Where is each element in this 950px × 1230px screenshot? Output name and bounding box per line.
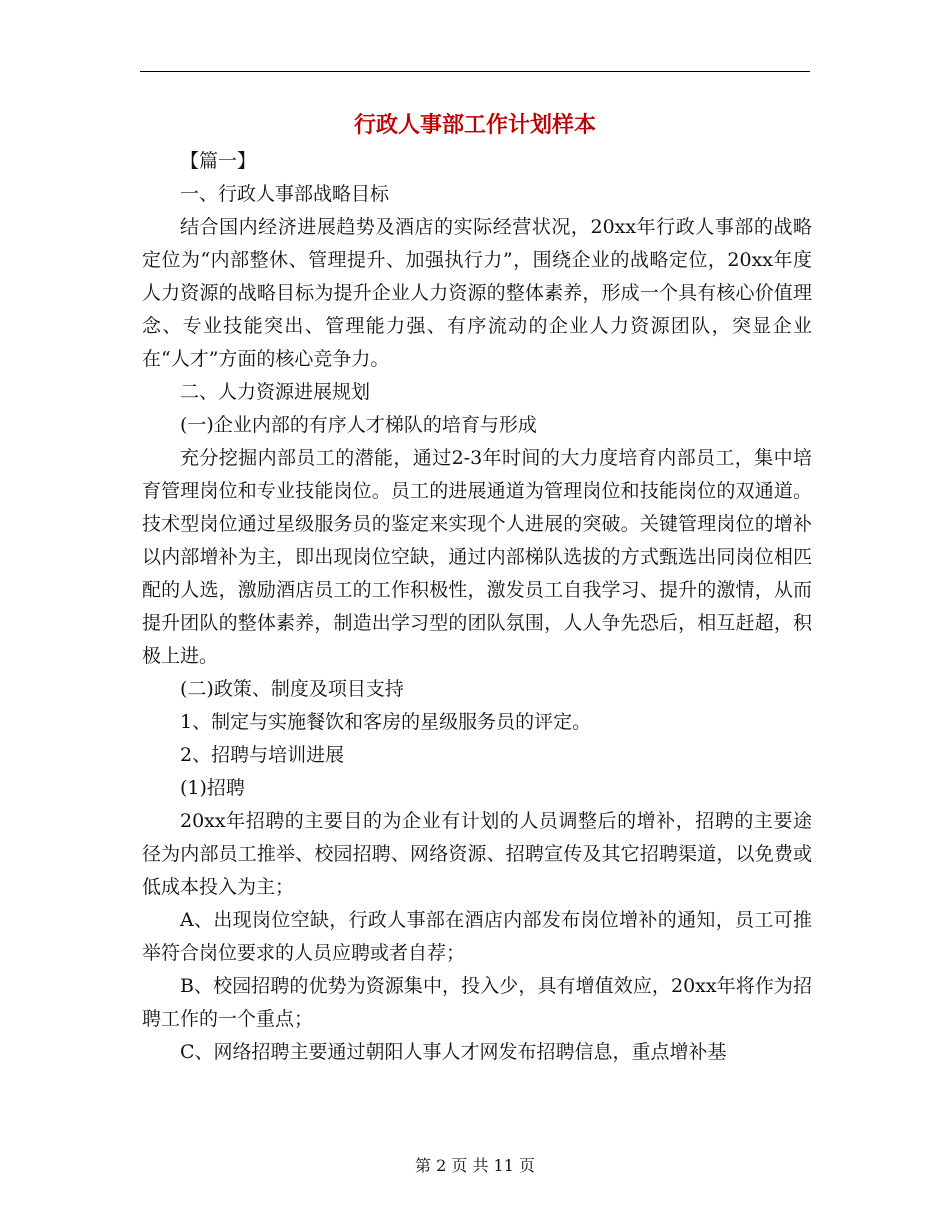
- subheading-policy: (二)政策、制度及项目支持: [180, 678, 404, 700]
- section-label: 【篇一】: [180, 150, 257, 172]
- list-item-2: 2、招聘与培训进展: [180, 744, 345, 766]
- header-rule: [140, 71, 810, 72]
- paragraph-item-a: A、出现岗位空缺，行政人事部在酒店内部发布岗位增补的通知，员工可推举符合岗位要求的人员应聘或者自荐；: [142, 909, 812, 964]
- paragraph-recruitment: 20xx年招聘的主要目的为企业有计划的人员调整后的增补，招聘的主要途径为内部员工推举、校园招聘、网络资源、招聘宣传及其它招聘渠道，以免费或低成本投入为主；: [142, 810, 812, 898]
- paragraph-talent: 充分挖掘内部员工的潜能，通过2-3年时间的大力度培育内部员工，集中培育管理岗位和专业技能岗位。员工的进展通道为管理岗位和技能岗位的双通道。技术型岗位通过星级服务员的鉴定来实现个人进展的突破。关键管理岗位的增补以内部增补为主，即出现岗位空缺，通过内部梯队选拔的方式甄选出同岗位相匹配的人选，激励酒店员工的工作积极性，激发员工自我学习、提升的激情，从而提升团队的整体素养，制造出学习型的团队氛围，人人争先恐后，相互赶超，积极上进。: [142, 447, 812, 667]
- document-body: [142, 145, 812, 1069]
- paragraph-strategy: 结合国内经济进展趋势及酒店的实际经营状况，20xx年行政人事部的战略定位为“内部整休、管理提升、加强执行力”，围绕企业的战略定位，20xx年度人力资源的战略目标为提升企业人力资源的整体素养，形成一个具有核心价值理念、专业技能突出、管理能力强、有序流动的企业人力资源团队，突显企业在“人才”方面的核心竞争力。: [142, 216, 812, 370]
- subheading-talent-echelon: (一)企业内部的有序人才梯队的培育与形成: [180, 414, 537, 436]
- paragraph-item-b: B、校园招聘的优势为资源集中，投入少，具有增值效应，20xx年将作为招聘工作的一个重点；: [142, 975, 812, 1030]
- list-item-1: 1、制定与实施餐饮和客房的星级服务员的评定。: [180, 711, 592, 733]
- subheading-recruitment: (1)招聘: [180, 777, 245, 799]
- heading-hr-plan: 二、人力资源进展规划: [180, 381, 371, 403]
- page-footer: 第 2 页 共 11 页: [415, 1156, 535, 1175]
- heading-strategy-goal: 一、行政人事部战略目标: [180, 183, 390, 205]
- paragraph-item-c: C、网络招聘主要通过朝阳人事人才网发布招聘信息，重点增补基: [180, 1041, 727, 1063]
- document-title: 行政人事部工作计划样本: [353, 112, 596, 138]
